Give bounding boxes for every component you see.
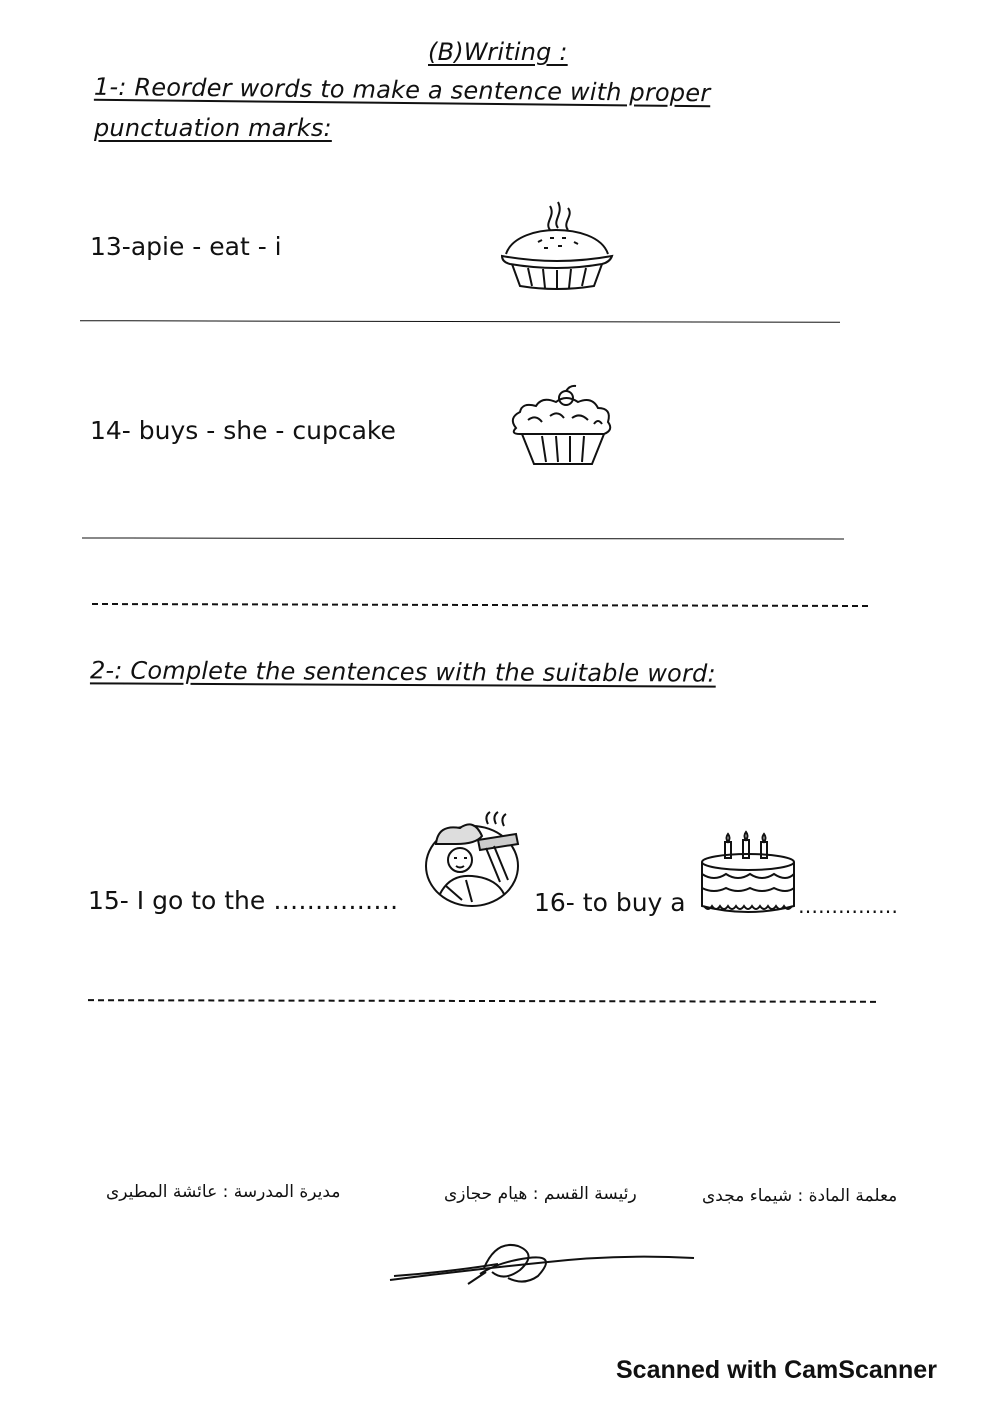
pie-icon [498,192,616,290]
part1-instruction-line2: punctuation marks: [94,114,332,142]
answer-dots-16: …………… [798,894,898,918]
head-signature-label: رئيسة القسم : هيام حجازى [444,1184,637,1204]
question-16: 16- to buy a [534,888,686,917]
question-14: 14- buys - she - cupcake [90,416,396,445]
divider-dashes-2 [88,999,876,1003]
baker-icon [416,810,524,910]
divider-dashes-1 [92,603,868,607]
teacher-signature-label: معلمة المادة : شيماء مجدى [702,1186,898,1206]
part1-instruction-line1: 1-: Reorder words to make a sentence with proper [93,72,711,108]
part2-instruction: 2-: Complete the sentences with the suitable word: [89,656,716,688]
question-15: 15- I go to the …………… [88,886,399,915]
scanner-watermark: Scanned with CamScanner [616,1356,937,1384]
answer-line-14 [82,537,844,539]
signature-scribble [388,1232,698,1292]
principal-signature-label: مديرة المدرسة : عائشة المطيرى [106,1182,341,1202]
cupcake-icon [506,384,618,466]
question-13: 13-apie - eat - i [90,232,282,261]
answer-line-13 [80,320,840,323]
section-title: (B)Writing : [428,38,568,66]
birthday-cake-icon [698,828,798,916]
